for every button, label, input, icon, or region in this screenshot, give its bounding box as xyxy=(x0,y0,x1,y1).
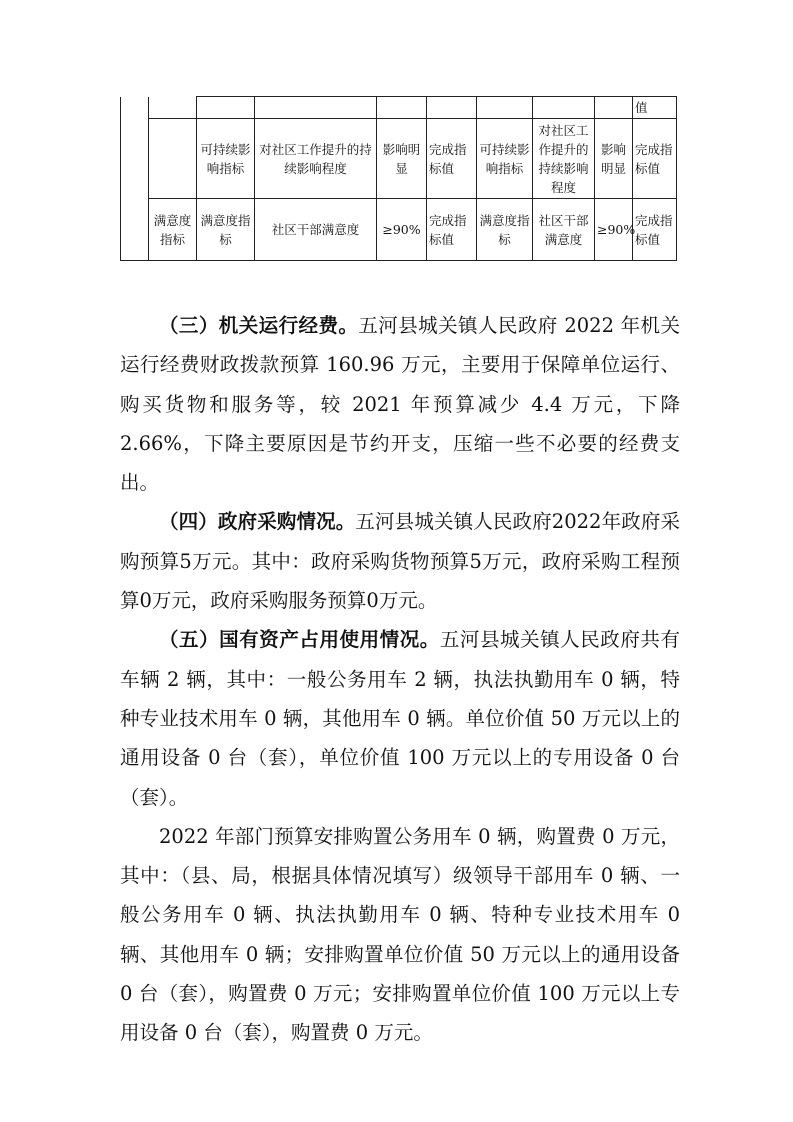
table-cell: 对社区工作提升的持续影响程度 xyxy=(533,119,595,199)
table-cell xyxy=(477,97,533,119)
section-heading: （五）国有资产占用使用情况。 xyxy=(159,628,440,652)
table-cell: 满意度指标 xyxy=(197,199,255,261)
table-cell: 可持续影响指标 xyxy=(197,119,255,199)
table-cell xyxy=(197,97,255,119)
section-text: 五河县城关镇人民政府共有车辆 2 辆，其中：一般公务用车 2 辆，执法执勤用车 0 辆，特种专业技术用车 0 辆，其他用车 0 辆。单位价值 50 万元以上的通用设备 0 台（套），单位价值 100 万元以上的专用设备 0 台（套）。 xyxy=(120,628,680,809)
section-government-procurement xyxy=(120,502,680,620)
table-cell: 社区干部满意度 xyxy=(533,199,595,261)
table-cell: 完成指标值 xyxy=(633,199,677,261)
table-cell: 完成指标值 xyxy=(427,199,477,261)
table-cell xyxy=(533,97,595,119)
table-cell: 满意度指标 xyxy=(477,199,533,261)
table-cell: ≥90% xyxy=(377,199,427,261)
table-cell: 影响明显 xyxy=(595,119,633,199)
table-cell: 完成指标值 xyxy=(633,119,677,199)
section-text: 2022 年部门预算安排购置公务用车 0 辆，购置费 0 万元，其中：（县、局，根据具体情况填写）级领导干部用车 0 辆、一般公务用车 0 辆、执法执勤用车 0 辆、特种专业技术用车 0 辆、其他用车 0 辆；安排购置单位价值 50 万元以上的通用设备 0 台（套），购置费 0 万元；安排购置单位价值 100 万元以上专用设备 0 台（套），购置费 0 万元。 xyxy=(120,824,680,1045)
section-vehicle-purchase xyxy=(120,817,680,1053)
table-cell xyxy=(427,97,477,119)
table-row xyxy=(121,199,677,261)
table-cell: 值 xyxy=(633,97,677,119)
table-cell: ≥90% xyxy=(595,199,633,261)
table-cell: 影响明显 xyxy=(377,119,427,199)
table-row xyxy=(121,97,677,119)
section-office-operating-funds xyxy=(120,306,680,502)
section-text: 五河县城关镇人民政府2022年政府采购预算5万元。其中：政府采购货物预算5万元，政府采购工程预算0万元，政府采购服务预算0万元。 xyxy=(120,510,680,613)
table-cell xyxy=(377,97,427,119)
document-body xyxy=(120,306,680,1053)
table-cell: 对社区工作提升的持续影响程度 xyxy=(255,119,377,199)
table-cell xyxy=(255,97,377,119)
table-cell: 社区干部满意度 xyxy=(255,199,377,261)
section-state-assets xyxy=(120,620,680,816)
performance-indicator-table xyxy=(120,96,677,261)
table-cell: 可持续影响指标 xyxy=(477,119,533,199)
table-cell: 完成指标值 xyxy=(427,119,477,199)
section-heading: （三）机关运行经费。 xyxy=(159,314,359,337)
table-cell: 满意度指标 xyxy=(149,199,197,261)
section-text: 五河县城关镇人民政府 2022 年机关运行经费财政拨款预算 160.96 万元，主要用于保障单位运行、购买货物和服务等，较 2021 年预算减少 4.4 万元，下降 2.66%，下降主要原因是节约开支，压缩一些不必要的经费支出。 xyxy=(120,314,680,495)
section-heading: （四）政府采购情况。 xyxy=(159,510,356,534)
table-row xyxy=(121,119,677,199)
